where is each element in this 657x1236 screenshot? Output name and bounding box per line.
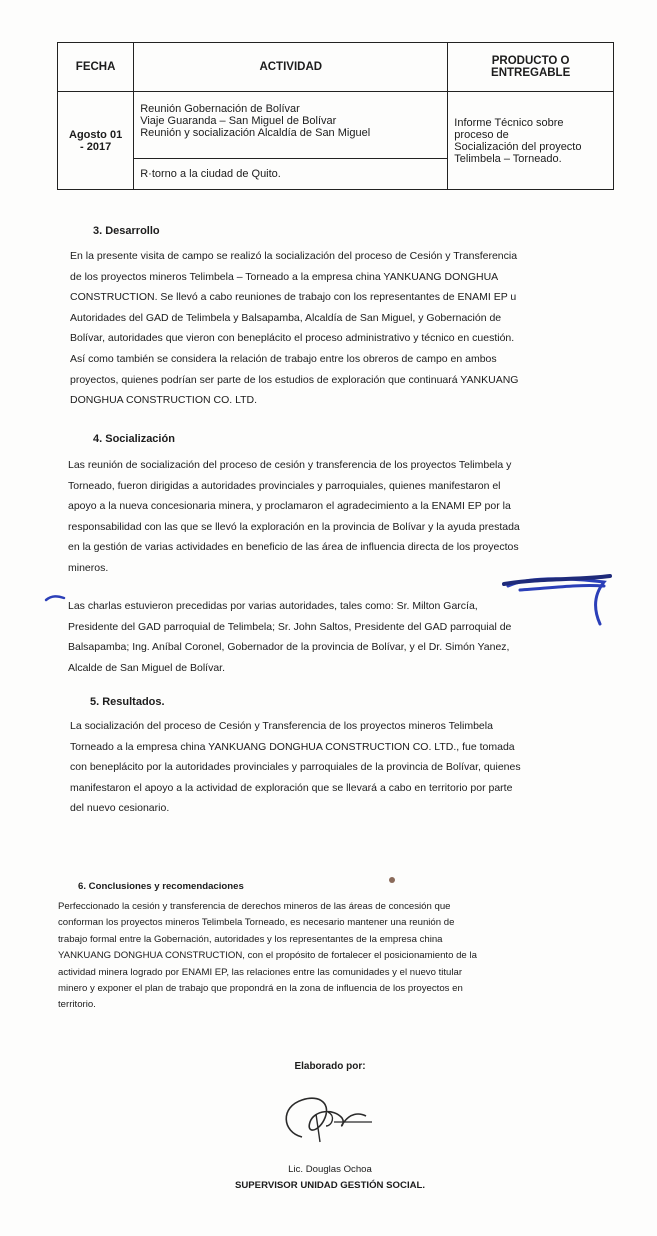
text-line: Torneado, fueron dirigidas a autoridades provinciales y parroquiales, quienes manifestaron el: [68, 479, 501, 492]
blue-pen-mark: [44, 592, 66, 604]
product-line: Socialización del proyecto: [454, 140, 582, 153]
table-header-row: [58, 43, 614, 92]
section-title-resultados: 5. Resultados.: [90, 696, 165, 708]
text-line: minero y exponer el plan de trabajo que propondrá en la zona de influencia de los proyectos en: [58, 983, 463, 995]
text-line: Las reunión de socialización del proceso de cesión y transferencia de los proyectos Telimbela y: [68, 459, 512, 471]
prepared-by-label: Elaborado por:: [294, 1061, 366, 1072]
header-product-line2: ENTREGABLE: [491, 67, 571, 79]
paragraph-resultados: [70, 716, 608, 819]
text-line: Presidente del GAD parroquial de Telimbela; Sr. John Saltos, Presidente del GAD parroquial de: [68, 620, 512, 633]
text-line: Las charlas estuvieron precedidas por varias autoridades, tales como: Sr. Milton García,: [68, 600, 478, 612]
paragraph-conclusiones: [58, 899, 618, 1014]
text-line: de los proyectos mineros Telimbela – Torneado a la empresa china YANKUANG DONGHUA: [70, 270, 499, 283]
date-line1: Agosto 01: [69, 128, 123, 141]
text-line: mineros.: [68, 561, 109, 574]
paragraph-socializacion: [68, 455, 608, 579]
text-line: Bolívar, autoridades que vieron con beneplácito el proceso administrativo y técnico en cuestión.: [70, 332, 515, 345]
text-line: actividad minera logrado por ENAMI EP, las relaciones entre las comunidades y el nuevo titular: [58, 966, 463, 978]
section-title-socializacion: 4. Socialización: [93, 433, 175, 445]
ink-spot: [386, 874, 398, 886]
product-line: Telimbela – Torneado.: [454, 152, 562, 165]
activity-table: [57, 42, 614, 190]
product-cell: [448, 92, 614, 190]
date-cell: [58, 92, 134, 190]
text-line: Así como también se considera la relación de trabajo entre los obreros de campo en ambos: [70, 352, 497, 365]
text-line: La socialización del proceso de Cesión y Transferencia de los proyectos mineros Telimbela: [70, 720, 493, 732]
text-line: conforman los proyectos mineros Telimbela Torneado, es necesario mantener una reunión de: [58, 917, 455, 929]
signer-name: Lic. Douglas Ochoa: [288, 1164, 372, 1175]
text-line: territorio.: [58, 999, 96, 1011]
text-line: del nuevo cesionario.: [70, 802, 170, 815]
text-line: DONGHUA CONSTRUCTION CO. LTD.: [70, 394, 258, 407]
activity-return-cell: R·torno a la ciudad de Quito.: [134, 159, 448, 190]
section-title-conclusiones: 6. Conclusiones y recomendaciones: [78, 881, 244, 892]
date-line2: - 2017: [80, 140, 112, 153]
header-date: FECHA: [58, 43, 134, 92]
table-row: [58, 92, 614, 159]
text-line: En la presente visita de campo se realizó la socialización del proceso de Cesión y Transferencia: [70, 250, 518, 262]
text-line: trabajo formal entre la Gobernación, autoridades y los representantes de la empresa china: [58, 933, 443, 945]
text-line: apoyo a la nueva concesionaria minera, y proclamaron el agradecimiento a la ENAMI EP por la: [68, 500, 511, 513]
text-line: Autoridades del GAD de Telimbela y Balsapamba, Alcaldía de San Miguel, y Gobernación de: [70, 311, 502, 324]
section-title-desarrollo: 3. Desarrollo: [93, 225, 160, 237]
text-line: con beneplácito por la autoridades provinciales y parroquiales de la provincia de Bolívar, quienes: [70, 761, 521, 774]
text-line: en la gestión de varias actividades en beneficio de las área de influencia directa de los proyectos: [68, 541, 519, 554]
header-product-line1: PRODUCTO O: [491, 55, 570, 67]
text-line: CONSTRUCTION. Se llevó a cabo reuniones de trabajo con los representantes de ENAMI EP u: [70, 291, 517, 304]
product-line: proceso de: [454, 128, 509, 141]
activity-cell: [134, 92, 448, 159]
handwritten-signature: [272, 1082, 382, 1157]
text-line: manifestaron el apoyo a la actividad de exploración que se llevará a cabo en territorio por parte: [70, 781, 513, 794]
header-product: [448, 43, 614, 92]
text-line: Torneado a la empresa china YANKUANG DONGHUA CONSTRUCTION CO. LTD., fue tomada: [70, 740, 515, 753]
activity-line: Reunión Gobernación de Bolívar: [140, 103, 300, 115]
activity-line: Reunión y socialización Alcaldía de San Miguel: [140, 127, 371, 139]
text-line: Balsapamba; Ing. Aníbal Coronel, Gobernador de la provincia de Bolívar, y el Dr. Simón Yanez,: [68, 641, 510, 654]
header-activity: ACTIVIDAD: [134, 43, 448, 92]
paragraph-desarrollo: [70, 246, 608, 411]
text-line: YANKUANG DONGHUA CONSTRUCTION, con el propósito de fortalecer el posicionamiento de la: [58, 950, 477, 962]
product-line: Informe Técnico sobre: [454, 116, 564, 129]
text-line: Alcalde de San Miguel de Bolívar.: [68, 661, 226, 674]
activity-line: Viaje Guaranda – San Miguel de Bolívar: [140, 115, 337, 127]
text-line: Perfeccionado la cesión y transferencia de derechos mineros de las áreas de concesión que: [58, 901, 451, 912]
blue-pen-scribble: [500, 572, 620, 632]
text-line: responsabilidad con las que se llevó la exploración en la provincia de Bolívar y la ayuda prestada: [68, 520, 520, 533]
signer-role: SUPERVISOR UNIDAD GESTIÓN SOCIAL.: [234, 1180, 426, 1191]
text-line: proyectos, quienes podrían ser parte de los estudios de exploración que continuará YANKUANG: [70, 373, 519, 386]
